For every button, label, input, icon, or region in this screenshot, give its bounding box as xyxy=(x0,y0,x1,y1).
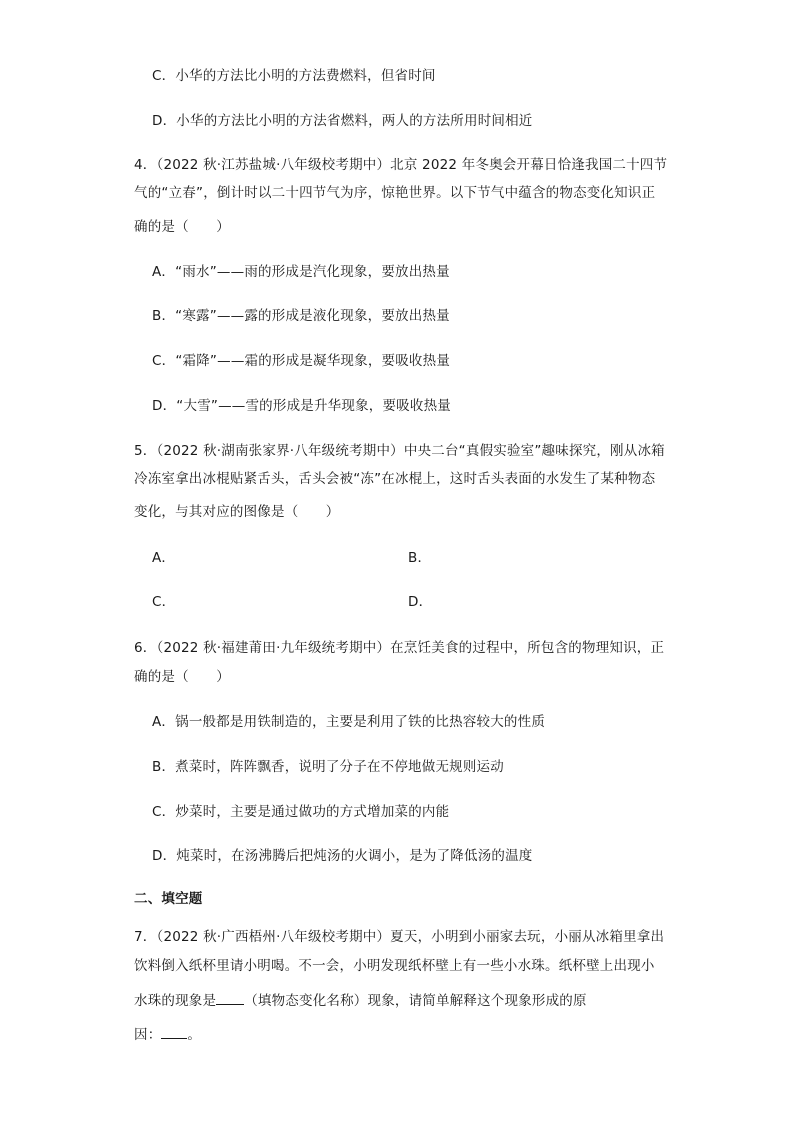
q4-stem-line-2: 气的“立春”，倒计时以二十四节气为序，惊艳世界。以下节气中蕴含的物态变化知识正 xyxy=(134,185,656,201)
q4-option-b[interactable]: B．“寒露”——露的形成是液化现象，要放出热量 xyxy=(152,308,450,324)
q6-option-c[interactable]: C．炒菜时，主要是通过做功的方式增加菜的内能 xyxy=(152,804,450,820)
q7-line4-suffix: 。 xyxy=(187,1027,202,1043)
q7-line3-prefix: 水珠的现象是 xyxy=(134,993,217,1009)
q7-line4-prefix: 因： xyxy=(134,1027,162,1043)
q4-stem-line-3: 确的是（ ） xyxy=(134,219,230,235)
q3-option-d[interactable]: D．小华的方法比小明的方法省燃料，两人的方法所用时间相近 xyxy=(152,113,533,129)
q6-option-d[interactable]: D．炖菜时，在汤沸腾后把炖汤的火调小，是为了降低汤的温度 xyxy=(152,848,533,864)
q7-blank-2[interactable] xyxy=(161,1024,187,1039)
q6-option-a[interactable]: A．锅一般都是用铁制造的，主要是利用了铁的比热容较大的性质 xyxy=(152,714,546,730)
q5-option-a[interactable]: A． xyxy=(152,550,176,566)
q4-option-a[interactable]: A．“雨水”——雨的形成是汽化现象，要放出热量 xyxy=(152,264,450,280)
q6-stem-line-2: 确的是（ ） xyxy=(134,669,230,685)
q3-option-c[interactable]: C．小华的方法比小明的方法费燃料，但省时间 xyxy=(152,68,436,84)
q7-stem-line-4 xyxy=(134,1024,201,1045)
q5-option-b[interactable]: B． xyxy=(408,550,432,566)
q4-option-c[interactable]: C．“霜降”——霜的形成是凝华现象，要吸收热量 xyxy=(152,353,451,369)
q5-option-c[interactable]: C． xyxy=(152,594,176,610)
q5-stem-line-1: 5．（2022 秋·湖南张家界·八年级统考期中）中央二台“真假实验室”趣味探究，刚从冰箱 xyxy=(134,443,665,459)
q6-option-b[interactable]: B．煮菜时，阵阵飘香，说明了分子在不停地做无规则运动 xyxy=(152,759,504,775)
q6-stem-line-1: 6．（2022 秋·福建莆田·九年级统考期中）在烹饪美食的过程中，所包含的物理知识，正 xyxy=(134,640,665,656)
q5-stem-line-3: 变化，与其对应的图像是（ ） xyxy=(134,504,340,520)
q4-stem-line-1: 4．（2022 秋·江苏盐城·八年级校考期中）北京 2022 年冬奥会开幕日恰逢我国二十四节 xyxy=(134,157,668,173)
q7-blank-1[interactable] xyxy=(216,990,244,1005)
q4-option-d[interactable]: D．“大雪”——雪的形成是升华现象，要吸收热量 xyxy=(152,398,451,414)
section-title-fill-in: 二、填空题 xyxy=(134,891,203,907)
q7-stem-line-1: 7．（2022 秋·广西梧州·八年级校考期中）夏天，小明到小丽家去玩，小丽从冰箱里拿出 xyxy=(134,929,665,945)
q5-stem-line-2: 冷冻室拿出冰棍贴紧舌头，舌头会被“冻”在冰棍上，这时舌头表面的水发生了某种物态 xyxy=(134,471,656,487)
q5-option-d[interactable]: D． xyxy=(408,594,433,610)
q7-line3-suffix: （填物态变化名称）现象，请简单解释这个现象形成的原 xyxy=(244,993,587,1009)
q7-stem-line-3 xyxy=(134,990,587,1011)
q7-stem-line-2: 饮料倒入纸杯里请小明喝。不一会，小明发现纸杯壁上有一些小水珠。纸杯壁上出现小 xyxy=(134,958,655,974)
